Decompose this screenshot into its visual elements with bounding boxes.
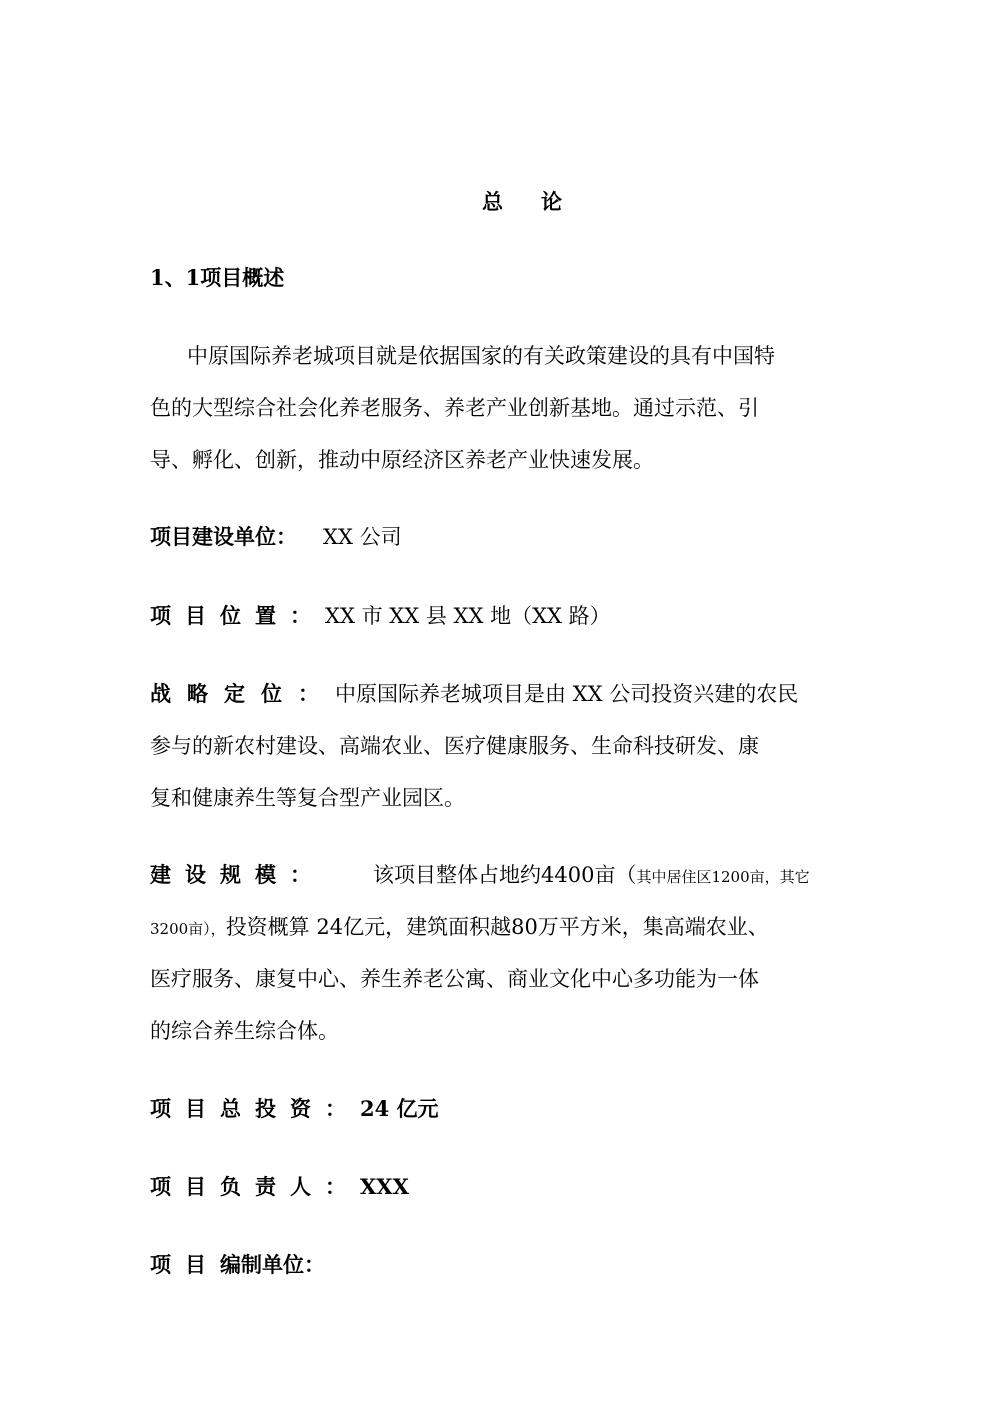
location-row <box>150 602 611 630</box>
scale-line-4: 的综合养生综合体。 <box>150 1019 339 1043</box>
leader-value: XXX <box>360 1174 409 1199</box>
section-heading: 1、1项目概述 <box>150 265 285 290</box>
positioning-line-2: 参与的新农村建设、高端农业、医疗健康服务、生命科技研发、康 <box>150 734 759 758</box>
compiler-row <box>150 1251 325 1279</box>
scale-label: 建设规模： <box>150 862 325 887</box>
overview-line-3: 导、孵化、创新，推动中原经济区养老产业快速发展。 <box>150 448 654 472</box>
scale-line-2-small: 3200亩）， <box>150 920 226 938</box>
scale-line-1-small: 其中居住区1200亩，其它 <box>636 868 810 886</box>
scale-line-2 <box>150 913 769 943</box>
builder-label: 项目建设单位： <box>150 524 297 549</box>
scale-line-3: 医疗服务、康复中心、养生养老公寓、商业文化中心多功能为一体 <box>150 967 759 991</box>
overview-line-1: 中原国际养老城项目就是依据国家的有关政策建设的具有中国特 <box>187 344 775 368</box>
location-value: XX 市 XX 县 XX 地（XX 路） <box>325 604 611 628</box>
builder-value: XX 公司 <box>323 525 402 549</box>
scale-row <box>150 861 810 891</box>
investment-row <box>150 1095 439 1123</box>
investment-label: 项目总投资： <box>150 1096 360 1121</box>
page-title: 总论 <box>482 189 600 214</box>
overview-line-2: 色的大型综合社会化养老服务、养老产业创新基地。通过示范、引 <box>150 396 759 420</box>
investment-value: 24 亿元 <box>360 1096 439 1121</box>
positioning-line-3: 复和健康养生等复合型产业园区。 <box>150 786 465 810</box>
positioning-label: 战略定位： <box>150 681 335 706</box>
positioning-row <box>150 680 798 708</box>
scale-line-2-main: 投资概算 24亿元，建筑面积越80万平方米，集高端农业、 <box>225 915 769 939</box>
leader-row <box>150 1173 409 1201</box>
builder-row <box>150 523 402 551</box>
leader-label: 项目负责人： <box>150 1174 360 1199</box>
compiler-label-b: 编制单位： <box>220 1252 325 1277</box>
location-label: 项目位置： <box>150 603 325 628</box>
positioning-line-1: 中原国际养老城项目是由 XX 公司投资兴建的农民 <box>335 682 799 706</box>
scale-line-1-main: 该项目整体占地约4400亩（ <box>373 863 637 887</box>
compiler-label-a: 项目 <box>150 1252 220 1277</box>
